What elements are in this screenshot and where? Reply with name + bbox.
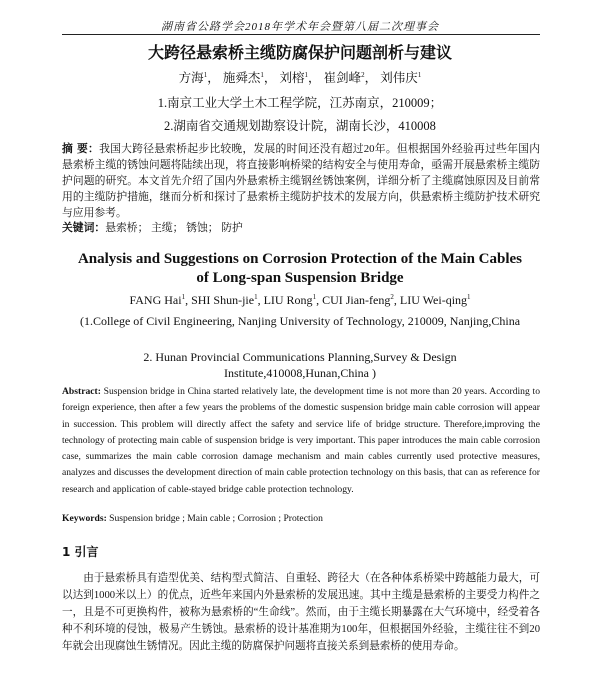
author-name: 崔剑峰 bbox=[323, 71, 362, 85]
intro-paragraph: 由于悬索桥具有造型优美、结构型式简洁、自重轻、跨径大（在各种体系桥梁中跨越能力最大，可以达到1000米以上）的优点，近些年来国内外悬索桥的发展迅速。其中主缆是悬索桥的主要受力构件之一，且是不可更换构件，被称为悬索桥的“生命线”。然而，由于主缆长期暴露在大气环境中，经受着各种不利环境的侵蚀，极易产生锈蚀。悬索桥的设计基准期为100年，但根据国外经验，主缆往往不到20年就会出现腐蚀生锈情况。因此主缆的防腐保护问题将直接关系到悬索桥的使用寿命。 bbox=[62, 573, 540, 652]
english-title bbox=[0, 250, 600, 288]
keyword: 锈蚀 bbox=[186, 222, 208, 234]
english-affiliation-2: 2. Hunan Provincial Communications Planning,Survey & Design Institute,410008,Hunan,China ) bbox=[143, 350, 457, 380]
english-abstract bbox=[62, 384, 540, 498]
chinese-authors: 方海$^1$， 施舜杰$^1$， 刘榕$^1$， 崔剑峰$^2$， 刘伟庆$^1$ bbox=[178, 70, 422, 85]
author-name: SHI Shun-jie bbox=[191, 293, 255, 307]
author-sup: 1 bbox=[312, 293, 317, 301]
english-keywords bbox=[62, 513, 540, 524]
section-heading: 1 引言 bbox=[62, 545, 99, 559]
keyword: 防护 bbox=[221, 222, 243, 234]
header-rule bbox=[62, 34, 540, 35]
english-title-line-1: Analysis and Suggestions on Corrosion Protection of the Main Cables bbox=[77, 251, 523, 267]
author-sup: 1 bbox=[467, 293, 471, 301]
chinese-abstract-text: 我国大跨径悬索桥起步比较晚，发展的时间还没有超过20年。但根据国外经验再过些年国内悬索桥主缆的锈蚀问题将陆续出现，将直接影响桥梁的结构安全与使用寿命，亟需开展悬索桥主缆防护问题的研究。本文首先介绍了国内外悬索桥主缆钢丝锈蚀案例，详细分析了主缆腐蚀原因及目前常用的主缆防护措施，继而分析和探讨了悬索桥主缆防护技术的发展方向，供悬索桥主缆防护技术研究与应用参考。 bbox=[62, 143, 540, 219]
author-name: 施舜杰 bbox=[222, 71, 261, 85]
author-name: CUI Jian-feng bbox=[322, 293, 391, 307]
english-abstract-label: Abstract: bbox=[62, 386, 101, 397]
chinese-title: 大跨径悬索桥主缆防腐保护问题剖析与建议 bbox=[147, 43, 452, 62]
author-name: 刘榕 bbox=[279, 71, 305, 85]
english-keywords-text: Suspension bridge ; Main cable ; Corrosion ; Protection bbox=[109, 513, 323, 524]
author-name: 方海 bbox=[178, 71, 204, 85]
author-sup: 1 bbox=[181, 293, 186, 301]
author-name: FANG Hai bbox=[129, 293, 182, 307]
author-name: LIU Wei-qing bbox=[399, 293, 468, 307]
chinese-abstract-label: 摘 要： bbox=[62, 142, 100, 155]
author-sup: 2 bbox=[390, 293, 394, 301]
chinese-abstract bbox=[62, 141, 540, 221]
chinese-keywords-label: 关键词： bbox=[62, 221, 106, 234]
author-name: 刘伟庆 bbox=[380, 71, 418, 85]
author-sup: 1 bbox=[260, 70, 264, 79]
keyword: 主缆 bbox=[151, 222, 173, 234]
chinese-affiliation-2: 2.湖南省交通规划勘察设计院，湖南长沙，410008 bbox=[164, 119, 436, 133]
author-name: LIU Rong bbox=[263, 293, 313, 307]
english-authors: FANG Hai$^1$, SHI Shun-jie$^1$, LIU Rong$^1$, CUI Jian-feng$^2$, LIU Wei-qing$^1$ bbox=[129, 293, 471, 307]
running-header: 湖南省公路学会2018年学术年会暨第八届二次理事会 bbox=[161, 21, 439, 33]
keyword: 悬索桥 bbox=[105, 222, 138, 234]
chinese-affiliation-1: 1.南京工业大学土木工程学院，江苏南京，210009； bbox=[157, 96, 443, 110]
chinese-keywords: 关键词：悬索桥； 主缆； 锈蚀； 防护 bbox=[62, 221, 243, 234]
author-sup: 2 bbox=[361, 70, 365, 79]
english-keywords-label: Keywords: bbox=[62, 513, 107, 524]
english-abstract-text: Suspension bridge in China started relatively late, the development time is not more than 20 years. According to foreign experience, then after a few years the problems of the domestic suspension bridge main cable corrosion will appear in succession. This problem will directly affect the safety and service life of bridge structure. Therefore,improving the technology of protecting main cable of suspension bridge is very important. This paper introduces the main cable corrosion case, summarizes the main cable corrosion damage mechanism and main cables currently used protective measures, analyzes and discusses the development direction of main cable protection technology on this basis, that can as reference for research and application of cable-stayed bridge cable protection technology. bbox=[62, 386, 540, 495]
english-affiliation-1: (1.College of Civil Engineering, Nanjing University of Technology, 210009, Nanjing,China bbox=[79, 314, 521, 328]
author-sup: 1 bbox=[254, 293, 258, 301]
author-sup: 1 bbox=[304, 70, 308, 79]
english-title-line-2: of Long-span Suspension Bridge bbox=[196, 270, 404, 286]
author-sup: 1 bbox=[203, 70, 208, 79]
author-sup: 1 bbox=[417, 70, 422, 79]
